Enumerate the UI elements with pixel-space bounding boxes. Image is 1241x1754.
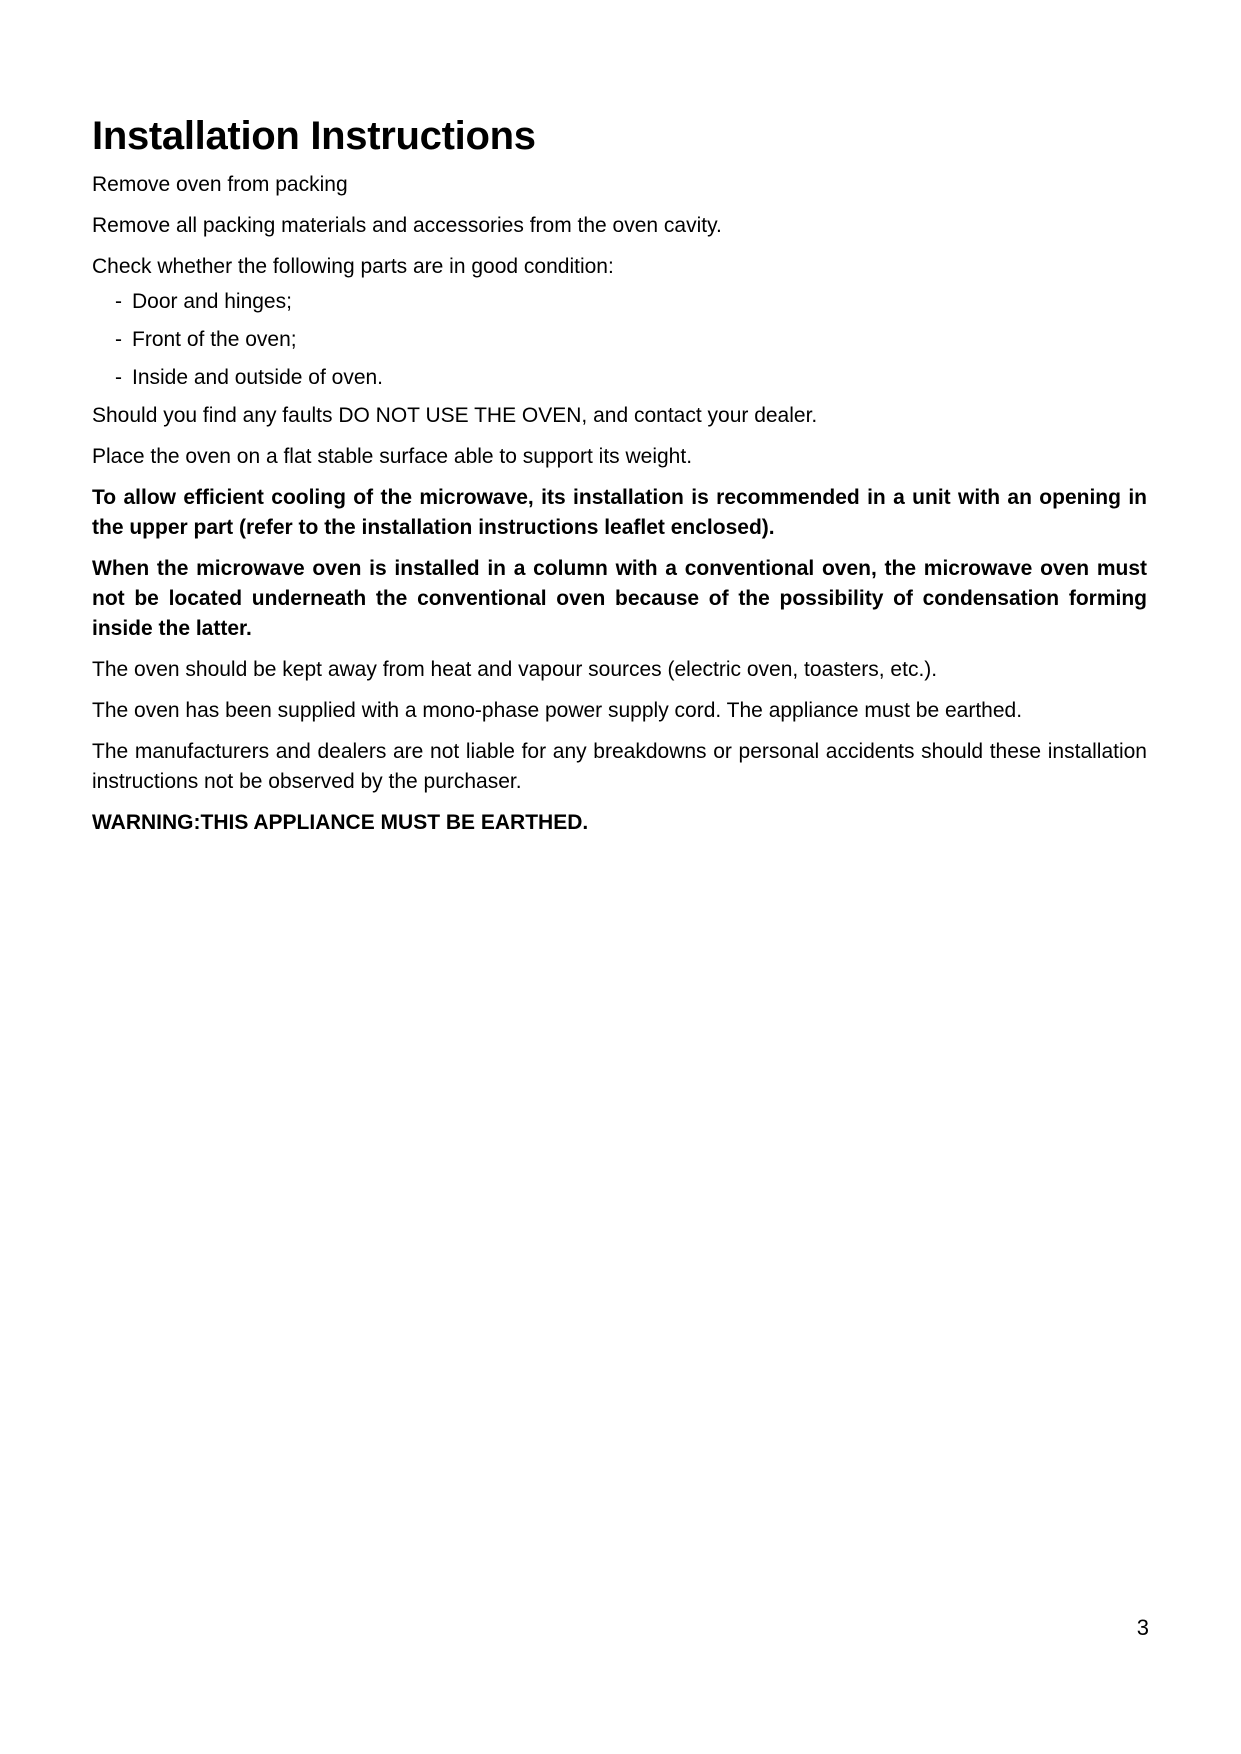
paragraph-cooling: To allow efficient cooling of the microwave, its installation is recommended in a unit with an opening in the upper part (refer to the installation instructions leaflet enclosed). xyxy=(92,486,1147,539)
list-item xyxy=(92,325,1147,355)
paragraph-power-cord: The oven has been supplied with a mono-phase power supply cord. The appliance must be earthed. xyxy=(92,699,1023,722)
list-bullet: - xyxy=(115,290,122,313)
paragraph-remove-oven: Remove oven from packing xyxy=(92,173,348,196)
paragraph-faults: Should you find any faults DO NOT USE THE OVEN, and contact your dealer. xyxy=(92,404,818,427)
document-body xyxy=(92,110,1147,849)
paragraph-check-parts: Check whether the following parts are in good condition: xyxy=(92,255,614,278)
list-item-text: Inside and outside of oven. xyxy=(132,366,384,389)
page-number: 3 xyxy=(1136,1615,1149,1640)
paragraph-placement: Place the oven on a flat stable surface able to support its weight. xyxy=(92,445,693,468)
list-bullet: - xyxy=(115,366,122,389)
paragraph-column-install: When the microwave oven is installed in a column with a conventional oven, the microwave oven must not be located underneath the conventional oven because of the possibility of condensation forming inside the latter. xyxy=(92,557,1147,640)
list-item-text: Front of the oven; xyxy=(132,328,297,351)
list-item xyxy=(92,363,1147,393)
paragraph-remove-packing: Remove all packing materials and accessories from the oven cavity. xyxy=(92,214,722,237)
check-list xyxy=(92,287,1147,393)
paragraph-liability: The manufacturers and dealers are not liable for any breakdowns or personal accidents should these installation instructions not be observed by the purchaser. xyxy=(92,740,1147,793)
warning-text: WARNING:THIS APPLIANCE MUST BE EARTHED. xyxy=(92,811,589,834)
list-item-text: Door and hinges; xyxy=(132,290,292,313)
list-bullet: - xyxy=(115,328,122,351)
list-item xyxy=(92,287,1147,317)
paragraph-heat-sources: The oven should be kept away from heat and vapour sources (electric oven, toasters, etc.). xyxy=(92,658,938,681)
page-title: Installation Instructions xyxy=(92,114,536,158)
